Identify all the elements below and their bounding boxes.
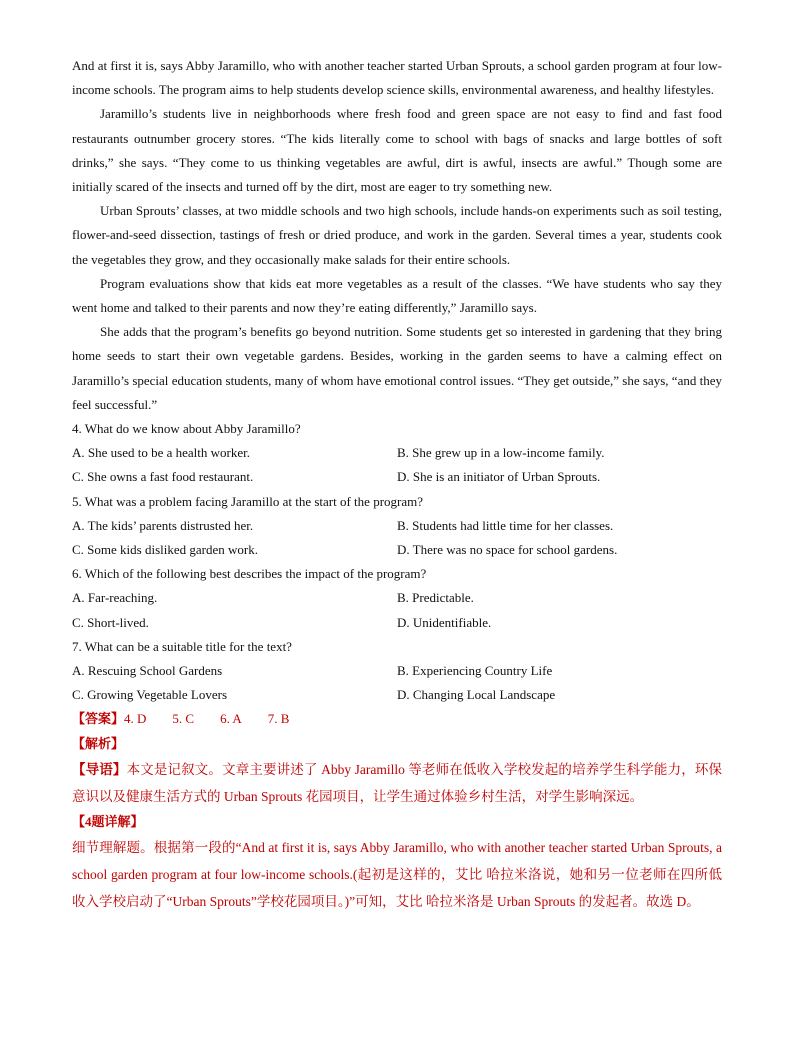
detail-heading: 【4题详解】 [72,813,144,829]
question-5 [72,490,722,563]
question-stem: 4. What do we know about Abby Jaramillo? [72,421,301,437]
question-options [72,441,722,489]
question-options [72,659,722,707]
guide-paragraph [72,756,722,810]
answer-item: 4. D [124,711,147,727]
question-stem: 5. What was a problem facing Jaramillo at the start of the program? [72,493,423,509]
question-stem: 6. Which of the following best describes the impact of the program? [72,566,427,582]
option-d: D. Changing Local Landscape [397,687,556,703]
option-b: B. She grew up in a low-income family. [397,445,605,461]
guide-label: 【导语】 [72,761,127,777]
question-7 [72,635,722,708]
question-stem: 7. What can be a suitable title for the text? [72,638,292,654]
option-a: A. Far-reaching. [72,590,158,606]
option-b: B. Predictable. [397,590,474,606]
answer-label: 【答案】 [72,711,125,727]
option-c: C. Some kids disliked garden work. [72,542,258,558]
option-b: B. Experiencing Country Life [397,663,553,679]
option-a: A. Rescuing School Gardens [72,663,223,679]
question-options [72,514,722,562]
document-page [72,54,722,915]
option-c: C. Short-lived. [72,614,149,630]
passage-paragraph-5: She adds that the program’s benefits go beyond nutrition. Some students get so interested in gardening that they bring home seeds to start their own vegetable gardens. Besides, working in the garden seems to have a calming effect on Jaramillo’s special education students, many of whom have emotional control issues. “They get outside,” she says, “and they feel successful.” [72,324,722,412]
option-b: B. Students had little time for her classes. [397,517,614,533]
question-6 [72,562,722,635]
detail-paragraph: 细节理解题。根据第一段的“And at first it is, says Abby Jaramillo, who with another teacher started Urban Sprouts, a school garden program at four low-income schools.(起初是这样的，艾比 哈拉米洛说，她和另一位老师在四所低收入学校启动了“Urban Sprouts”学校花园项目。)”可知，艾比 哈拉米洛是 Urban Sprouts 的发起者。故选 D。 [72,840,722,910]
answer-item: 6. A [220,711,242,727]
answer-item: 7. B [267,711,290,727]
option-a: A. The kids’ parents distrusted her. [72,517,254,533]
answer-item: 5. C [172,711,195,727]
option-d: D. Unidentifiable. [397,614,492,630]
question-4 [72,417,722,490]
option-c: C. Growing Vegetable Lovers [72,687,228,703]
passage-paragraph-2: Jaramillo’s students live in neighborhoods where fresh food and green space are not easy to find and fast food restaurants outnumber grocery stores. “The kids literally come to school with bags of snacks and large bottles of soft drinks,” she says. “They come to us thinking vegetables are awful, dirt is awful, insects are awful.” Though some are initially scared of the insects and turned off by the dirt, most are eager to try something new. [72,106,722,195]
passage-paragraph-4: Program evaluations show that kids eat more vegetables as a result of the classes. “We have students who say they went home and talked to their parents and now they’re eating differently,” Jaramillo says. [72,275,722,316]
question-options [72,586,722,634]
analysis-heading: 【解析】 [72,735,125,751]
answer-key [72,707,722,731]
option-a: A. She used to be a health worker. [72,445,250,461]
passage-paragraph-1: And at first it is, says Abby Jaramillo, who with another teacher started Urban Sprouts, a school garden program at four low-income schools. The program aims to help students develop science skills, environmental awareness, and healthy lifestyles. [72,58,722,98]
option-c: C. She owns a fast food restaurant. [72,469,254,485]
option-d: D. There was no space for school gardens. [397,542,618,558]
passage-paragraph-3: Urban Sprouts’ classes, at two middle schools and two high schools, include hands-on experiments such as soil testing, flower-and-seed dissection, tastings of fresh or dried produce, and work in the garden. Several times a year, students cook the vegetables they grow, and they occasionally make salads for their entire schools. [72,203,722,267]
option-d: D. She is an initiator of Urban Sprouts. [397,469,601,485]
guide-text: 本文是记叙文。文章主要讲述了 Abby Jaramillo 等老师在低收入学校发起的培养学生科学能力，环保意识以及健康生活方式的 Urban Sprouts 花园项目，让学生通过体验乡村生活，对学生影响深远。 [72,761,723,804]
